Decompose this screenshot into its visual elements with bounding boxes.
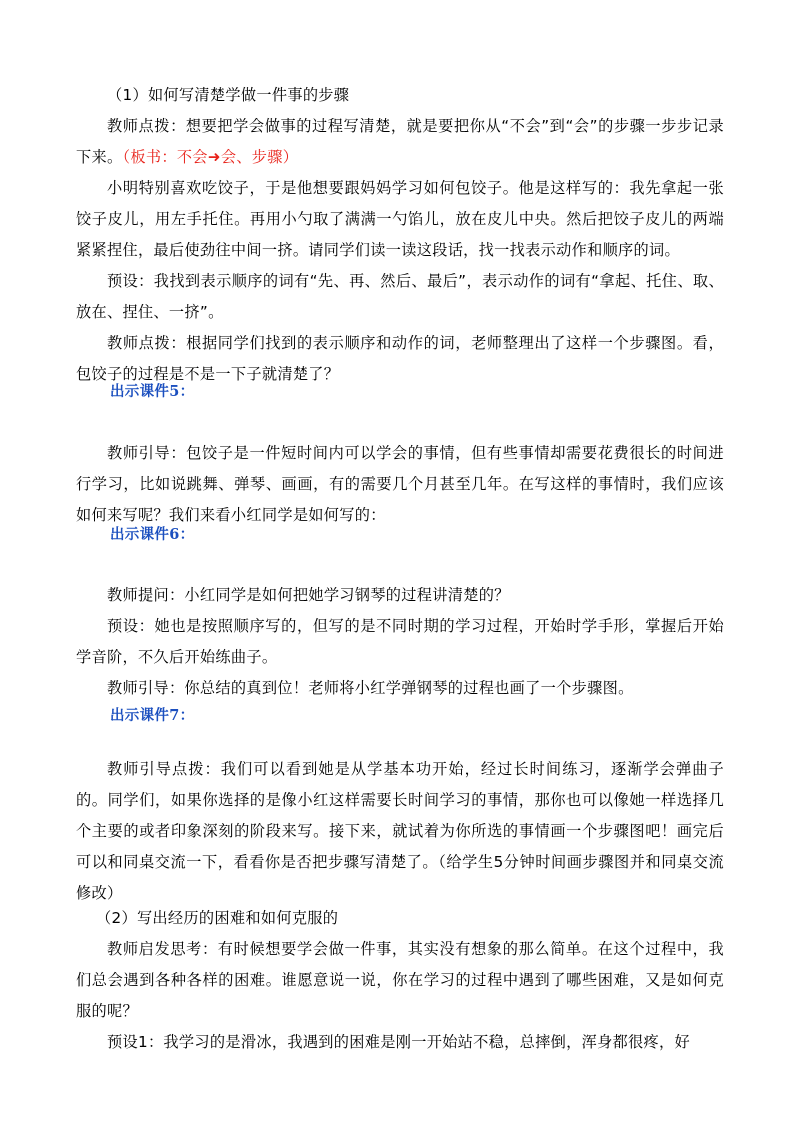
teacher-guidance-paragraph: 教师引导：包饺子是一件短时间内可以学会的事情，但有些事情却需要花费很长的时间进行学习，比如说跳舞、弹琴、画画，有的需要几个月甚至几年。在写这样的事情时，我们应该如何来写呢？我们来看小红同学是如何写的： [76,444,724,524]
teacher-guidance-paragraph: 教师引导：你总结的真到位！老师将小红学弹钢琴的过程也画了一个步骤图。 [107,679,634,697]
courseware-label-6: 出示课件6： [110,526,195,543]
paragraph-text: 教师点拨：想要把学会做事的过程写清楚，就是要把你从“不会”到“会”的步骤一步步记录下来。 [76,117,724,166]
blackboard-note: （板书：不会➜会、步骤） [122,148,299,166]
example-paragraph: 小明特别喜欢吃饺子，于是他想要跟妈妈学习如何包饺子。他是这样写的：我先拿起一张饺子皮儿，用左手托住。再用小勺取了满满一勺馅儿，放在皮儿中央。然后把饺子皮儿的两端紧紧捏住，最后使劲往中间一挤。请同学们读一读这段话，找一找表示动作和顺序的词。 [76,179,724,259]
teacher-guidance-paragraph [76,111,724,173]
courseware-label-5: 出示课件5： [110,383,195,400]
teacher-inspiration-paragraph: 教师启发思考：有时候想要学会做一件事，其实没有想象的那么简单。在这个过程中，我们总会遇到各种各样的困难。谁愿意说一说，你在学习的过程中遇到了哪些困难，又是如何克服的呢？ [76,940,724,1020]
section-heading-2: （2）写出经历的困难和如何克服的 [96,909,339,927]
courseware-label-7: 出示课件7： [110,707,195,724]
preset-answer-paragraph: 预设：我找到表示顺序的词有“先、再、然后、最后”，表示动作的词有“拿起、托住、取、放在、捏住、一挤”。 [76,272,724,321]
teacher-guidance-paragraph: 教师点拨：根据同学们找到的表示顺序和动作的词，老师整理出了这样一个步骤图。看，包饺子的过程是不是一下子就清楚了？ [76,334,724,383]
teacher-question-paragraph: 教师提问：小红同学是如何把她学习钢琴的过程讲清楚的？ [107,586,510,604]
section-heading-1: （1）如何写清楚学做一件事的步骤 [107,86,350,104]
teacher-guidance-paragraph: 教师引导点拨：我们可以看到她是从学基本功开始，经过长时间练习，逐渐学会弹曲子的。同学们，如果你选择的是像小红这样需要长时间学习的事情，那你也可以像她一样选择几个主要的或者印象深刻的阶段来写。接下来，就试着为你所选的事情画一个步骤图吧！画完后可以和同桌交流一下，看看你是否把步骤写清楚了。（给学生5分钟时间画步骤图并和同桌交流修改） [76,760,724,902]
preset-answer-paragraph: 预设：她也是按照顺序写的，但写的是不同时期的学习过程，开始时学手形，掌握后开始学音阶，不久后开始练曲子。 [76,617,724,666]
preset-answer-paragraph: 预设1：我学习的是滑冰，我遇到的困难是刚一开始站不稳，总摔倒，浑身都很疼，好 [107,1033,690,1051]
